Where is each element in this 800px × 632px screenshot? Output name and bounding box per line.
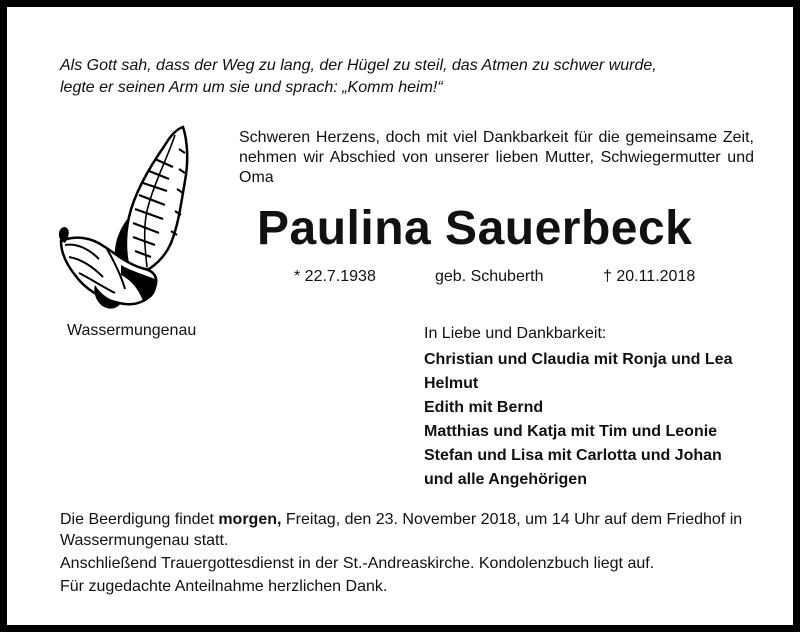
praying-hands-icon (55, 119, 215, 319)
mourner-entry: Stefan und Lisa mit Carlotta und Johan (424, 447, 722, 464)
funeral-text-start: Die Beerdigung findet (60, 511, 219, 528)
mourner-entry: Christian und Claudia mit Ronja und Lea (424, 351, 733, 368)
funeral-line-2: Anschließend Trauergottesdienst in der St.-Andreaskirche. Kondolenzbuch liegt auf. (60, 555, 655, 572)
place-name: Wassermungenau (67, 322, 197, 339)
mourner-entry: Matthias und Katja mit Tim und Leonie (424, 423, 718, 440)
maiden-name: geb. Schuberth (435, 268, 544, 285)
birth-date: * 22.7.1938 (294, 268, 376, 285)
mourner-entry: Helmut (424, 375, 479, 392)
mourner-entry: Edith mit Bernd (424, 399, 544, 416)
mourners-heading: In Liebe und Dankbarkeit: (424, 325, 607, 342)
mourners-list (424, 322, 784, 492)
quote-line-2: legte er seinen Arm um sie und sprach: „Komm heim!“ (60, 79, 443, 96)
quote-line-1: Als Gott sah, dass der Weg zu lang, der Hügel zu steil, das Atmen zu schwer wurde, (60, 57, 657, 74)
funeral-line-3: Für zugedachte Anteilnahme herzlichen Dank. (60, 578, 388, 595)
memorial-quote (60, 55, 760, 99)
funeral-text-end: Freitag, den 23. November 2018, um 14 Uhr auf dem Friedhof in Wassermungenau statt. (60, 511, 743, 549)
funeral-day-emphasis: morgen, (218, 511, 282, 528)
mourner-entry: und alle Angehörigen (424, 471, 587, 488)
deceased-name: Paulina Sauerbeck (257, 202, 693, 255)
funeral-line-1 (60, 509, 776, 551)
intro-text: Schweren Herzens, doch mit viel Dankbarkeit für die gemeinsame Zeit, nehmen wir Abschied von unserer lieben Mutter, Schwiegermutter und Oma (239, 129, 754, 186)
funeral-info (60, 509, 776, 599)
death-date: † 20.11.2018 (603, 268, 696, 285)
